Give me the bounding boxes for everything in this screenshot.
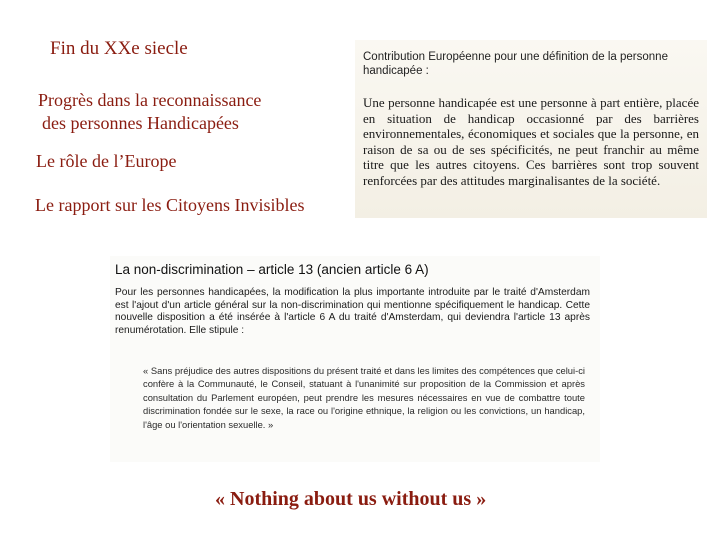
scanned-definition-excerpt (355, 40, 707, 218)
article-title: La non-discrimination – article 13 (ancien article 6 A) (115, 262, 429, 277)
definition-title: Contribution Européenne pour une définition de la personne handicapée : (363, 51, 668, 77)
slogan: « Nothing about us without us » (215, 488, 487, 510)
heading-personnes-handicapees: des personnes Handicapées (42, 113, 239, 133)
article-body: Pour les personnes handicapées, la modification la plus importante introduite par le traité d'Amsterdam est l'ajout d'un article général sur la non-discrimination qui mentionne spécifiquement le handicap. Cette nouvelle disposition a été insérée à l'article 6 A du traité d'Amsterdam, qui deviendra l'article 13 après renumérotation. Elle stipule : (115, 287, 590, 336)
heading-progres: Progrès dans la reconnaissance (38, 90, 262, 110)
heading-rapport-citoyens: Le rapport sur les Citoyens Invisibles (35, 195, 305, 215)
heading-fin-du-siecle: Fin du XXe siecle (50, 38, 188, 59)
scanned-article-excerpt (110, 256, 600, 462)
article-quote: « Sans préjudice des autres dispositions du présent traité et dans les limites des compétences que celui-ci confère à la Communauté, le Conseil, statuant à l'unanimité sur proposition de la Commission et après consultation du Parlement européen, peut prendre les mesures nécessaires en vue de combattre toute discrimination fondée sur le sexe, la race ou l'origine ethnique, la religion ou les convictions, un handicap, l'âge ou l'orientation sexuelle. » (143, 365, 585, 430)
heading-role-europe: Le rôle de l’Europe (36, 151, 177, 171)
definition-body: Une personne handicapée est une personne à part entière, placée en situation de handicap occasionné par des barrières environnementales, économiques et sociales que la personne, en raison de sa ou de ses spécificités, ne peut franchir au même titre que les autres citoyens. Ces barrières sont trop souvent renforcées par des attitudes marginalisantes de la société. (363, 95, 699, 188)
